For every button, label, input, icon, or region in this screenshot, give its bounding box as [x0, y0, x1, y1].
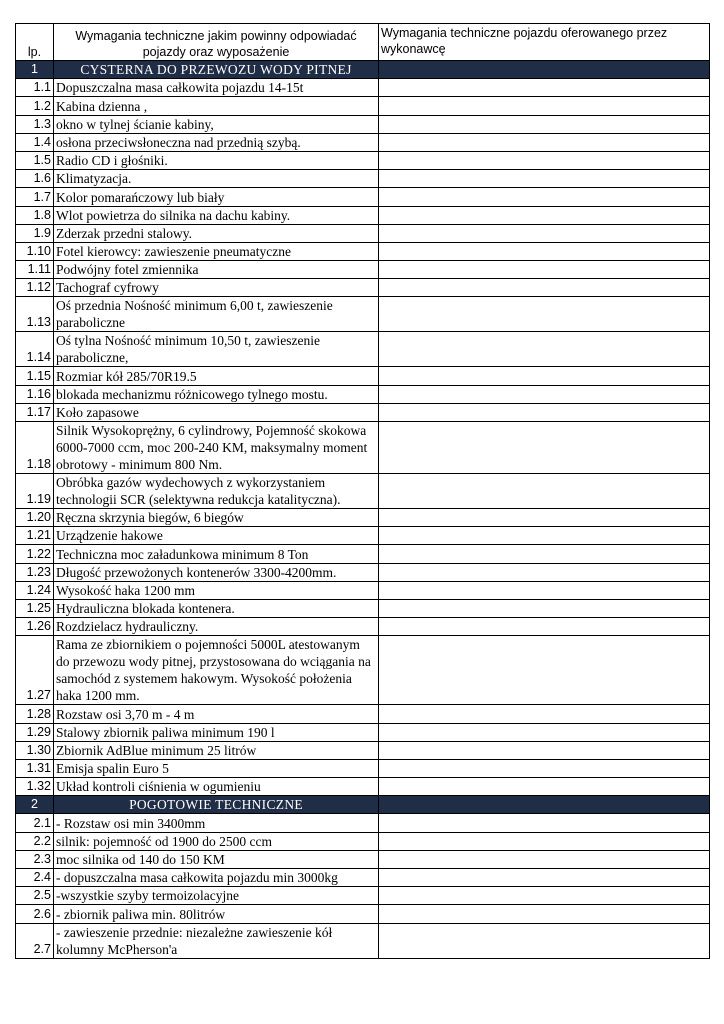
requirement-text: Oś przednia Nośność minimum 6,00 t, zawieszenie paraboliczne — [54, 297, 379, 332]
requirement-text: Stalowy zbiornik paliwa minimum 190 l — [54, 723, 379, 741]
offered-value-cell[interactable] — [379, 367, 710, 385]
table-row — [16, 814, 710, 832]
offered-value-cell[interactable] — [379, 151, 710, 169]
requirement-text: Układ kontroli ciśnienia w ogumieniu — [54, 778, 379, 796]
offered-value-cell[interactable] — [379, 224, 710, 242]
row-number: 1.2 — [16, 97, 54, 115]
section-offered-cell — [379, 61, 710, 79]
offered-value-cell[interactable] — [379, 618, 710, 636]
table-row — [16, 206, 710, 224]
header-lp: lp. — [16, 24, 54, 61]
row-number: 2.1 — [16, 814, 54, 832]
row-number: 1.6 — [16, 170, 54, 188]
requirement-text: - zawieszenie przednie: niezależne zawieszenie kół kolumny McPherson'a — [54, 923, 379, 958]
offered-value-cell[interactable] — [379, 170, 710, 188]
requirement-text: Fotel kierowcy: zawieszenie pneumatyczne — [54, 242, 379, 260]
table-row — [16, 778, 710, 796]
row-number: 1.9 — [16, 224, 54, 242]
section-title: POGOTOWIE TECHNICZNE — [54, 796, 379, 814]
table-row — [16, 741, 710, 759]
requirement-text: Długość przewożonych kontenerów 3300-4200mm. — [54, 563, 379, 581]
requirement-text: silnik: pojemność od 1900 do 2500 ccm — [54, 832, 379, 850]
row-number: 2.4 — [16, 869, 54, 887]
table-row — [16, 923, 710, 958]
table-row — [16, 850, 710, 868]
offered-value-cell[interactable] — [379, 527, 710, 545]
table-row — [16, 224, 710, 242]
row-number: 1.21 — [16, 527, 54, 545]
row-number: 1.19 — [16, 474, 54, 509]
offered-value-cell[interactable] — [379, 474, 710, 509]
table-row — [16, 422, 710, 474]
row-number: 1.15 — [16, 367, 54, 385]
table-row — [16, 759, 710, 777]
row-number: 1.22 — [16, 545, 54, 563]
table-row — [16, 705, 710, 723]
row-number: 2.3 — [16, 850, 54, 868]
row-number: 1.17 — [16, 403, 54, 421]
offered-value-cell[interactable] — [379, 332, 710, 367]
requirement-text: Kabina dzienna , — [54, 97, 379, 115]
offered-value-cell[interactable] — [379, 422, 710, 474]
requirement-text: Rozmiar kół 285/70R19.5 — [54, 367, 379, 385]
row-number: 1.27 — [16, 636, 54, 705]
offered-value-cell[interactable] — [379, 778, 710, 796]
offered-value-cell[interactable] — [379, 133, 710, 151]
section-header-row — [16, 61, 710, 79]
row-number: 1.20 — [16, 509, 54, 527]
row-number: 1.26 — [16, 618, 54, 636]
table-row — [16, 869, 710, 887]
row-number: 2.5 — [16, 887, 54, 905]
offered-value-cell[interactable] — [379, 509, 710, 527]
requirement-text: Wysokość haka 1200 mm — [54, 581, 379, 599]
table-row — [16, 133, 710, 151]
table-row — [16, 279, 710, 297]
requirement-text: Emisja spalin Euro 5 — [54, 759, 379, 777]
requirement-text: Rama ze zbiornikiem o pojemności 5000L atestowanym do przewozu wody pitnej, przystosowana do wciągania na samochód z systemem hakowym. Wysokość położenia haka 1200 mm. — [54, 636, 379, 705]
requirement-text: osłona przeciwsłoneczna nad przednią szybą. — [54, 133, 379, 151]
table-row — [16, 887, 710, 905]
table-row — [16, 97, 710, 115]
requirement-text: Zderzak przedni stalowy. — [54, 224, 379, 242]
offered-value-cell[interactable] — [379, 297, 710, 332]
offered-value-cell[interactable] — [379, 723, 710, 741]
offered-value-cell[interactable] — [379, 385, 710, 403]
row-number: 1.28 — [16, 705, 54, 723]
table-row — [16, 474, 710, 509]
offered-value-cell[interactable] — [379, 814, 710, 832]
offered-value-cell[interactable] — [379, 905, 710, 923]
table-row — [16, 527, 710, 545]
requirement-text: Rozdzielacz hydrauliczny. — [54, 618, 379, 636]
requirement-text: Kolor pomarańczowy lub biały — [54, 188, 379, 206]
offered-value-cell[interactable] — [379, 403, 710, 421]
row-number: 1.24 — [16, 581, 54, 599]
row-number: 1.23 — [16, 563, 54, 581]
table-row — [16, 79, 710, 97]
row-number: 1.29 — [16, 723, 54, 741]
row-number: 1.7 — [16, 188, 54, 206]
offered-value-cell[interactable] — [379, 599, 710, 617]
table-row — [16, 403, 710, 421]
requirement-text: Rozstaw osi 3,70 m - 4 m — [54, 705, 379, 723]
row-number: 1.12 — [16, 279, 54, 297]
offered-value-cell[interactable] — [379, 759, 710, 777]
header-requirements: Wymagania techniczne jakim powinny odpowiadać pojazdy oraz wyposażenie — [54, 24, 379, 61]
table-row — [16, 385, 710, 403]
row-number: 1.25 — [16, 599, 54, 617]
row-number: 1.30 — [16, 741, 54, 759]
requirement-text: Podwójny fotel zmiennika — [54, 261, 379, 279]
table-row — [16, 636, 710, 705]
row-number: 1.10 — [16, 242, 54, 260]
section-number: 1 — [16, 61, 54, 79]
offered-value-cell[interactable] — [379, 97, 710, 115]
table-row — [16, 618, 710, 636]
offered-value-cell[interactable] — [379, 832, 710, 850]
requirement-text: Radio CD i głośniki. — [54, 151, 379, 169]
requirements-table — [15, 23, 710, 959]
requirement-text: Ręczna skrzynia biegów, 6 biegów — [54, 509, 379, 527]
requirement-text: -wszystkie szyby termoizolacyjne — [54, 887, 379, 905]
table-row — [16, 545, 710, 563]
requirement-text: Oś tylna Nośność minimum 10,50 t, zawieszenie paraboliczne, — [54, 332, 379, 367]
requirement-text: moc silnika od 140 do 150 KM — [54, 850, 379, 868]
offered-value-cell[interactable] — [379, 563, 710, 581]
section-offered-cell — [379, 796, 710, 814]
offered-value-cell[interactable] — [379, 581, 710, 599]
offered-value-cell[interactable] — [379, 636, 710, 705]
table-row — [16, 188, 710, 206]
row-number: 1.4 — [16, 133, 54, 151]
requirement-text: - zbiornik paliwa min. 80litrów — [54, 905, 379, 923]
requirement-text: Tachograf cyfrowy — [54, 279, 379, 297]
row-number: 2.6 — [16, 905, 54, 923]
table-row — [16, 581, 710, 599]
offered-value-cell[interactable] — [379, 850, 710, 868]
row-number: 1.18 — [16, 422, 54, 474]
row-number: 1.3 — [16, 115, 54, 133]
table-row — [16, 832, 710, 850]
row-number: 1.16 — [16, 385, 54, 403]
row-number: 1.13 — [16, 297, 54, 332]
requirement-text: Silnik Wysokoprężny, 6 cylindrowy, Pojemność skokowa 6000-7000 ccm, moc 200-240 KM, maksymalny moment obrotowy - minimum 800 Nm. — [54, 422, 379, 474]
section-title: CYSTERNA DO PRZEWOZU WODY PITNEJ — [54, 61, 379, 79]
offered-value-cell[interactable] — [379, 705, 710, 723]
table-row — [16, 242, 710, 260]
requirement-text: - dopuszczalna masa całkowita pojazdu min 3000kg — [54, 869, 379, 887]
table-row — [16, 367, 710, 385]
requirement-text: Obróbka gazów wydechowych z wykorzystaniem technologii SCR (selektywna redukcja katalityczna). — [54, 474, 379, 509]
row-number: 1.14 — [16, 332, 54, 367]
table-row — [16, 905, 710, 923]
requirement-text: Koło zapasowe — [54, 403, 379, 421]
row-number: 1.8 — [16, 206, 54, 224]
row-number: 1.31 — [16, 759, 54, 777]
requirement-text: Dopuszczalna masa całkowita pojazdu 14-15t — [54, 79, 379, 97]
offered-value-cell[interactable] — [379, 115, 710, 133]
offered-value-cell[interactable] — [379, 261, 710, 279]
offered-value-cell[interactable] — [379, 79, 710, 97]
requirement-text: Urządzenie hakowe — [54, 527, 379, 545]
table-row — [16, 115, 710, 133]
requirements-table-body — [16, 24, 710, 959]
offered-value-cell[interactable] — [379, 887, 710, 905]
offered-value-cell[interactable] — [379, 923, 710, 958]
table-row — [16, 599, 710, 617]
requirement-text: Wlot powietrza do silnika na dachu kabiny. — [54, 206, 379, 224]
header-offered: Wymagania techniczne pojazdu oferowanego przez wykonawcę — [379, 24, 710, 61]
table-row — [16, 509, 710, 527]
requirement-text: Hydrauliczna blokada kontenera. — [54, 599, 379, 617]
row-number: 1.32 — [16, 778, 54, 796]
section-number: 2 — [16, 796, 54, 814]
requirement-text: blokada mechanizmu różnicowego tylnego mostu. — [54, 385, 379, 403]
table-row — [16, 332, 710, 367]
table-row — [16, 563, 710, 581]
offered-value-cell[interactable] — [379, 206, 710, 224]
table-row — [16, 261, 710, 279]
table-row — [16, 151, 710, 169]
table-row — [16, 297, 710, 332]
row-number: 2.7 — [16, 923, 54, 958]
requirement-text: Zbiornik AdBlue minimum 25 litrów — [54, 741, 379, 759]
requirement-text: Techniczna moc załadunkowa minimum 8 Ton — [54, 545, 379, 563]
offered-value-cell[interactable] — [379, 242, 710, 260]
row-number: 2.2 — [16, 832, 54, 850]
offered-value-cell[interactable] — [379, 188, 710, 206]
requirement-text: okno w tylnej ścianie kabiny, — [54, 115, 379, 133]
table-row — [16, 723, 710, 741]
row-number: 1.5 — [16, 151, 54, 169]
offered-value-cell[interactable] — [379, 741, 710, 759]
table-row — [16, 170, 710, 188]
requirement-text: - Rozstaw osi min 3400mm — [54, 814, 379, 832]
requirement-text: Klimatyzacja. — [54, 170, 379, 188]
offered-value-cell[interactable] — [379, 279, 710, 297]
row-number: 1.1 — [16, 79, 54, 97]
row-number: 1.11 — [16, 261, 54, 279]
section-header-row — [16, 796, 710, 814]
offered-value-cell[interactable] — [379, 869, 710, 887]
table-header-row — [16, 24, 710, 61]
offered-value-cell[interactable] — [379, 545, 710, 563]
